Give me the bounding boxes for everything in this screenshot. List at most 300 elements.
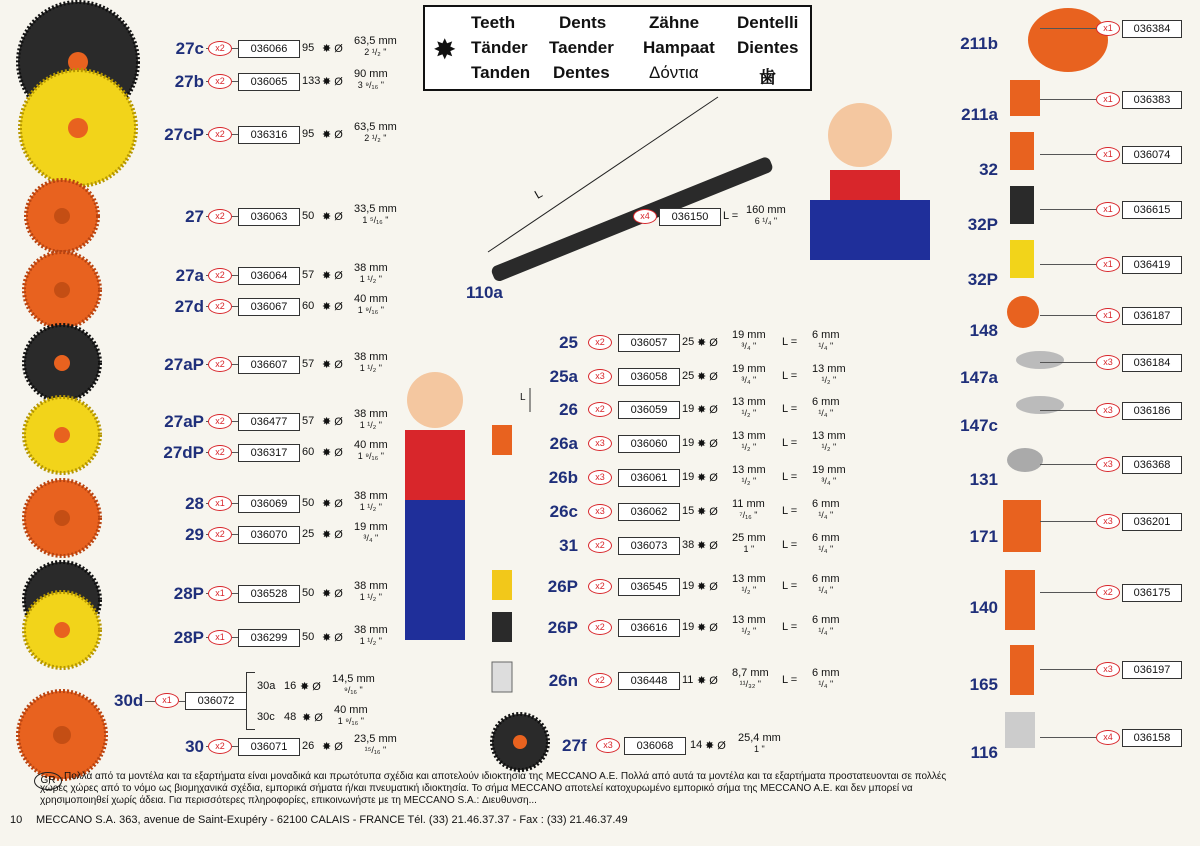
diameter-mm: 40 mm [354, 293, 388, 305]
star-icon: ✸ Ø [322, 301, 343, 313]
length-mm: 6 mm [812, 396, 840, 408]
part-code: 036419 [1122, 256, 1182, 274]
leader-line [1040, 362, 1096, 363]
diameter-inch: ¹⁵/₁₆ " [364, 745, 387, 755]
diameter [738, 733, 781, 755]
star-icon: ✸ Ø [300, 681, 321, 693]
legend-cell: Zähne [649, 13, 700, 32]
leader-line [1040, 264, 1096, 265]
diameter-mm: 40 mm [334, 704, 368, 716]
diameter [732, 668, 769, 690]
diameter-inch: ¹¹/₃₂ " [739, 679, 762, 689]
quantity-badge: x2 [588, 620, 612, 635]
part-number: 26P [547, 577, 578, 596]
diameter-mm: 8,7 mm [732, 667, 769, 679]
part-number: 27a [175, 266, 204, 285]
part-code: 036068 [624, 737, 686, 755]
quantity-badge: x2 [588, 335, 612, 350]
part-number: 110a [466, 283, 503, 302]
legend-cell: Hampaat [643, 38, 715, 57]
length-label: L = [782, 621, 798, 633]
strip-dim-label: L [531, 186, 545, 202]
star-icon: ✸ Ø [697, 438, 718, 450]
diameter-inch: 1 ⁹/₁₆ " [337, 716, 364, 726]
pawl-147a-icon [1016, 351, 1064, 369]
part-code: 036069 [238, 495, 300, 513]
part-code: 036060 [618, 435, 680, 453]
part-code: 036317 [238, 444, 300, 462]
star-icon: ✸ Ø [322, 741, 343, 753]
diameter-inch: 1 ¹/₂ " [359, 592, 382, 602]
teeth-count: 57 [302, 415, 315, 427]
length-label: L = [782, 471, 798, 483]
part-code: 036064 [238, 267, 300, 285]
diameter [354, 69, 388, 91]
pinion-icon [492, 570, 512, 600]
teeth-count: 50 [302, 631, 315, 643]
star-icon: ✸ Ø [322, 588, 343, 600]
quantity-badge: x2 [208, 357, 232, 372]
teeth-count: 19 [682, 621, 695, 633]
diameter [732, 574, 766, 596]
length-inch: 6 ¹/₄ " [754, 216, 778, 226]
part-code: 036384 [1122, 20, 1182, 38]
part-code: 036184 [1122, 354, 1182, 372]
length-label: L = [782, 539, 798, 551]
diameter-inch: 1 " [743, 544, 755, 554]
star-icon: ✸ Ø [322, 632, 343, 644]
star-icon: ✸ Ø [697, 506, 718, 518]
length [812, 574, 840, 596]
gear-211b-icon [1028, 8, 1108, 72]
star-icon: ✸ Ø [697, 622, 718, 634]
star-icon: ✸ Ø [322, 129, 343, 141]
star-icon: ✸ Ø [322, 76, 343, 88]
diameter-inch: ⁹/₁₆ " [344, 685, 363, 695]
gear-28p-yellow-icon [24, 592, 100, 668]
legend-cell: Teeth [471, 13, 516, 32]
diameter [354, 36, 397, 58]
diameter [732, 330, 766, 352]
diameter-inch: 1 ¹/₂ " [359, 274, 382, 284]
length [812, 615, 840, 637]
part-number: 28 [185, 494, 204, 513]
star-icon: ✸ Ø [322, 447, 343, 459]
leader-line [1040, 592, 1096, 593]
diameter [732, 431, 766, 453]
part-number: 131 [969, 470, 998, 489]
teeth-count: 14 [690, 739, 703, 751]
quantity-badge: x1 [1096, 147, 1120, 162]
part-code: 036065 [238, 73, 300, 91]
length-inch: ¹/₄ " [818, 408, 834, 418]
diameter [354, 491, 388, 513]
diameter [732, 465, 766, 487]
gear-27a-icon [24, 252, 100, 328]
part-number: 28P [173, 584, 204, 603]
diameter-inch: ³/₄ " [363, 533, 379, 543]
diameter [354, 734, 397, 756]
length-inch: ¹/₄ " [818, 544, 834, 554]
gear-27ap-black-icon [24, 325, 100, 401]
footer-line: χρησιμοποιηθεί χωρίς άδεια. Για περισσότερες πληροφορίες, επικοινωνήστε με τη MECCANO S.A.: Διευθυνση... [40, 795, 537, 806]
star-icon: ✸ Ø [322, 416, 343, 428]
diameter-inch: 1 ⁵/₁₆ " [362, 215, 389, 225]
footer-line: Πολλά από τα μοντέλα και τα εξαρτήματα είναι μοναδικά και πρωτότυπα σχέδια και αποτελούν ιδιοκτησία της MECCANO A.E. Πολλά από αυτά τα μοντέλα και τα εξαρτήματα προστατευονται σε πολλές [64, 771, 947, 782]
teeth-count: 15 [682, 505, 695, 517]
part-number: 25a [549, 367, 578, 386]
gr-badge: GR [34, 772, 62, 790]
diameter [732, 533, 766, 555]
length-label: L = [782, 403, 798, 415]
diameter [732, 397, 766, 419]
diameter-mm: 40 mm [354, 439, 388, 451]
part-number: 171 [969, 527, 998, 546]
length [812, 668, 840, 690]
diameter-inch: ⁷/₁₆ " [739, 510, 758, 520]
quantity-badge: x3 [588, 504, 612, 519]
diameter-inch: ¹/₂ " [741, 476, 757, 486]
length-inch: ¹/₄ " [818, 626, 834, 636]
diameter-mm: 13 mm [732, 430, 766, 442]
teeth-count: 95 [302, 128, 315, 140]
diameter [354, 625, 388, 647]
part-code: 036158 [1122, 729, 1182, 747]
diameter [332, 674, 375, 696]
quantity-badge: x1 [208, 586, 232, 601]
part-171-icon [1003, 500, 1041, 552]
teeth-count: 26 [302, 740, 315, 752]
leader-line [1040, 209, 1096, 210]
length-inch: ¹/₄ " [818, 510, 834, 520]
teeth-count: 48 [284, 711, 297, 723]
part-number: 26n [548, 671, 578, 690]
quantity-badge: x4 [1096, 730, 1120, 745]
teeth-count: 19 [682, 580, 695, 592]
legend-cell: Dientes [737, 38, 799, 57]
leader-line [1040, 669, 1096, 670]
part-code: 036616 [618, 619, 680, 637]
part-number: 32P [967, 215, 998, 234]
part-code: 036150 [659, 208, 721, 226]
part-number: 26c [549, 502, 578, 521]
star-icon: ✸ Ø [697, 675, 718, 687]
part-code: 036061 [618, 469, 680, 487]
page-number: 10 [10, 814, 23, 826]
part-number: 211b [960, 34, 998, 53]
star-icon: ✸ Ø [697, 371, 718, 383]
quantity-badge: x2 [208, 445, 232, 460]
quantity-badge: x2 [588, 579, 612, 594]
part-code: 036058 [618, 368, 680, 386]
leader-line [1040, 737, 1096, 738]
teeth-count: 133 [302, 75, 321, 87]
length-mm: 6 mm [812, 532, 840, 544]
diameter-mm: 19 mm [732, 363, 766, 375]
part-number: 27f [562, 736, 587, 755]
diameter-mm: 19 mm [354, 521, 388, 533]
part-number: 148 [969, 321, 998, 340]
gear-27ap-yellow-icon [24, 397, 100, 473]
part-number: 27 [185, 207, 204, 226]
quantity-badge: x4 [633, 209, 657, 224]
leader-line [1040, 410, 1096, 411]
diameter-inch: ³/₄ " [741, 375, 757, 385]
diameter-inch: 1 ⁹/₁₆ " [357, 305, 384, 315]
part-code: 036066 [238, 40, 300, 58]
quantity-badge: x1 [1096, 92, 1120, 107]
diameter-inch: 2 ¹/₂ " [364, 133, 387, 143]
part-code: 036071 [238, 738, 300, 756]
diameter-mm: 38 mm [354, 624, 388, 636]
quantity-badge: x3 [588, 369, 612, 384]
diameter-mm: 13 mm [732, 464, 766, 476]
part-number: 116 [970, 743, 998, 762]
diameter-mm: 23,5 mm [354, 733, 397, 745]
part-number: 165 [969, 675, 998, 694]
legend-cell: Dentes [553, 63, 610, 82]
quantity-badge: x3 [596, 738, 620, 753]
part-number: 28P [173, 628, 204, 647]
part-code: 036072 [185, 692, 247, 710]
quantity-badge: x2 [588, 538, 612, 553]
part-number: 147a [960, 368, 998, 387]
diameter-mm: 13 mm [732, 573, 766, 585]
diameter-inch: ¹/₂ " [741, 585, 757, 595]
quantity-badge: x2 [208, 74, 232, 89]
length-label: L = [782, 505, 798, 517]
quantity-badge: x2 [208, 41, 232, 56]
diameter [354, 352, 388, 374]
part-code: 036187 [1122, 307, 1182, 325]
quantity-badge: x2 [208, 414, 232, 429]
part-code: 036448 [618, 672, 680, 690]
footer-line: χώρες χώρες από το νόμο ως βιομηχανικά σχέδια, εμπορικά σήματα ή/και πνευματική ιδιοκτησία. Το σήμα MECCANO αποτελεί κατοχυρωμένο εμπορικό σήμα της MECCANO A.E. και δεν μπορεί να [40, 783, 913, 794]
part-code: 036197 [1122, 661, 1182, 679]
legend-cell: Taender [549, 38, 614, 57]
part-number: 30d [114, 691, 144, 710]
diameter-inch: 1 ¹/₂ " [359, 363, 382, 373]
length-mm: 13 mm [812, 363, 846, 375]
length-label: L = [782, 370, 798, 382]
part-code: 036175 [1122, 584, 1182, 602]
diameter-inch: ¹/₂ " [741, 442, 757, 452]
diameter-inch: 1 ¹/₂ " [359, 636, 382, 646]
diameter [354, 122, 397, 144]
gear-30-icon [18, 691, 106, 779]
star-icon: ✸ Ø [697, 404, 718, 416]
diameter-inch: ¹/₂ " [741, 626, 757, 636]
star-icon: ✸ Ø [322, 270, 343, 282]
part-number: 27b [174, 72, 204, 91]
length-inch: ³/₄ " [821, 476, 837, 486]
leader-line [1040, 521, 1096, 522]
part-number: 27d [174, 297, 204, 316]
diameter-mm: 63,5 mm [354, 35, 397, 47]
star-icon: ✸ Ø [697, 472, 718, 484]
teeth-count: 50 [302, 587, 315, 599]
leader-line [1040, 28, 1096, 29]
part-number: 27cP [164, 125, 204, 144]
length-label: L = [782, 674, 798, 686]
teeth-count: 60 [302, 300, 315, 312]
part-code: 036383 [1122, 91, 1182, 109]
length [812, 364, 846, 386]
sub-part-label: 30a [257, 680, 276, 692]
part-140-icon [1005, 570, 1035, 630]
diameter-mm: 14,5 mm [332, 673, 375, 685]
part-number: 32P [967, 270, 998, 289]
part-131-icon [1007, 448, 1043, 472]
quantity-badge: x1 [208, 630, 232, 645]
teeth-count: 60 [302, 446, 315, 458]
teeth-count: 19 [682, 471, 695, 483]
quantity-badge: x1 [1096, 308, 1120, 323]
leader-line [1040, 315, 1096, 316]
star-icon: ✸ Ø [697, 337, 718, 349]
teeth-count: 19 [682, 403, 695, 415]
gear-211a-icon [1010, 80, 1040, 116]
part-number: 27dP [163, 443, 204, 462]
diameter-inch: 1 " [754, 744, 765, 754]
part-code: 036316 [238, 126, 300, 144]
diameter-mm: 38 mm [354, 262, 388, 274]
part-code: 036067 [238, 298, 300, 316]
length-mm: 13 mm [812, 430, 846, 442]
quantity-badge: x1 [1096, 257, 1120, 272]
part-code: 036059 [618, 401, 680, 419]
part-116-icon [1005, 712, 1035, 748]
quantity-badge: x1 [1096, 202, 1120, 217]
length [812, 533, 840, 555]
diameter-mm: 90 mm [354, 68, 388, 80]
part-code: 036074 [1122, 146, 1182, 164]
sub-part-label: 30c [257, 711, 275, 723]
diameter [354, 294, 388, 316]
star-icon: ✸ [433, 34, 457, 65]
diameter-inch: ³/₄ " [741, 341, 757, 351]
teeth-count: 11 [682, 674, 694, 686]
teeth-count: 57 [302, 269, 315, 281]
quantity-badge: x2 [1096, 585, 1120, 600]
star-icon: ✸ Ø [697, 581, 718, 593]
part-code: 036062 [618, 503, 680, 521]
diameter-inch: 2 ¹/₂ " [364, 47, 387, 57]
part-number: 27aP [164, 355, 204, 374]
length-mm: 6 mm [812, 667, 840, 679]
diameter-mm: 13 mm [732, 614, 766, 626]
length [812, 330, 840, 352]
bracket [246, 672, 255, 730]
star-icon: ✸ Ø [322, 43, 343, 55]
legend-cell: Δόντια [649, 63, 699, 82]
quantity-badge: x3 [1096, 514, 1120, 529]
quantity-badge: x2 [208, 127, 232, 142]
part-number: 26 [559, 400, 578, 419]
quantity-badge: x1 [208, 496, 232, 511]
length-mm: 19 mm [812, 464, 846, 476]
diameter [354, 522, 388, 544]
quantity-badge: x2 [208, 268, 232, 283]
star-icon: ✸ Ø [322, 359, 343, 371]
quantity-badge: x3 [1096, 355, 1120, 370]
diameter-mm: 38 mm [354, 580, 388, 592]
part-code: 036201 [1122, 513, 1182, 531]
quantity-badge: x3 [1096, 457, 1120, 472]
leader-line [145, 701, 155, 702]
teeth-count: 25 [682, 336, 695, 348]
worm-32p-yellow-icon [1010, 240, 1034, 278]
part-code: 036368 [1122, 456, 1182, 474]
diameter [354, 204, 397, 226]
part-number: 140 [969, 598, 998, 617]
diameter [354, 440, 388, 462]
part-code: 036073 [618, 537, 680, 555]
part-number: 147c [960, 416, 998, 435]
star-icon: ✸ Ø [302, 712, 323, 724]
quantity-badge: x2 [588, 402, 612, 417]
length-inch: ¹/₄ " [818, 341, 834, 351]
diameter-inch: 3 ⁹/₁₆ " [357, 80, 384, 90]
quantity-badge: x2 [588, 673, 612, 688]
length [812, 465, 846, 487]
diameter-inch: ¹/₂ " [741, 408, 757, 418]
length-label: L = [723, 210, 739, 222]
worm-32-icon [1010, 132, 1034, 170]
length-mm: 6 mm [812, 498, 840, 510]
diameter-mm: 63,5 mm [354, 121, 397, 133]
quantity-badge: x1 [1096, 21, 1120, 36]
diameter-inch: 1 ¹/₂ " [359, 502, 382, 512]
diameter-mm: 25 mm [732, 532, 766, 544]
quantity-badge: x3 [1096, 662, 1120, 677]
part-code: 036057 [618, 334, 680, 352]
length [812, 397, 840, 419]
pinion-dim-label: L [520, 392, 526, 403]
part-number: 27aP [164, 412, 204, 431]
pinion-icon [492, 612, 512, 642]
star-icon: ✸ Ø [322, 498, 343, 510]
length-label: L = [782, 336, 798, 348]
part-number: 25 [559, 333, 578, 352]
quantity-badge: x2 [208, 527, 232, 542]
part-number: 32 [979, 160, 998, 179]
part-number: 26a [549, 434, 578, 453]
length-mm: 160 mm [746, 204, 786, 216]
length-label: L = [782, 580, 798, 592]
part-number: 31 [559, 536, 578, 555]
pinion-icon [492, 662, 512, 692]
length-inch: ¹/₂ " [821, 375, 837, 385]
part-number: 29 [185, 525, 204, 544]
teeth-count: 57 [302, 358, 315, 370]
star-icon: ✸ Ø [697, 540, 718, 552]
quantity-badge: x2 [208, 299, 232, 314]
legend-cell: Dents [559, 13, 607, 32]
gear-148-icon [1007, 296, 1039, 328]
teeth-count: 95 [302, 42, 315, 54]
part-number: 30 [185, 737, 204, 756]
part-code: 036070 [238, 526, 300, 544]
length-mm: 6 mm [812, 573, 840, 585]
diameter-mm: 19 mm [732, 329, 766, 341]
pinion-icon [492, 425, 512, 455]
diameter [334, 705, 368, 727]
leader-line [1040, 99, 1096, 100]
legend-cell: Tänder [471, 38, 528, 57]
part-code: 036299 [238, 629, 300, 647]
boy-cartoon-icon [405, 372, 465, 640]
